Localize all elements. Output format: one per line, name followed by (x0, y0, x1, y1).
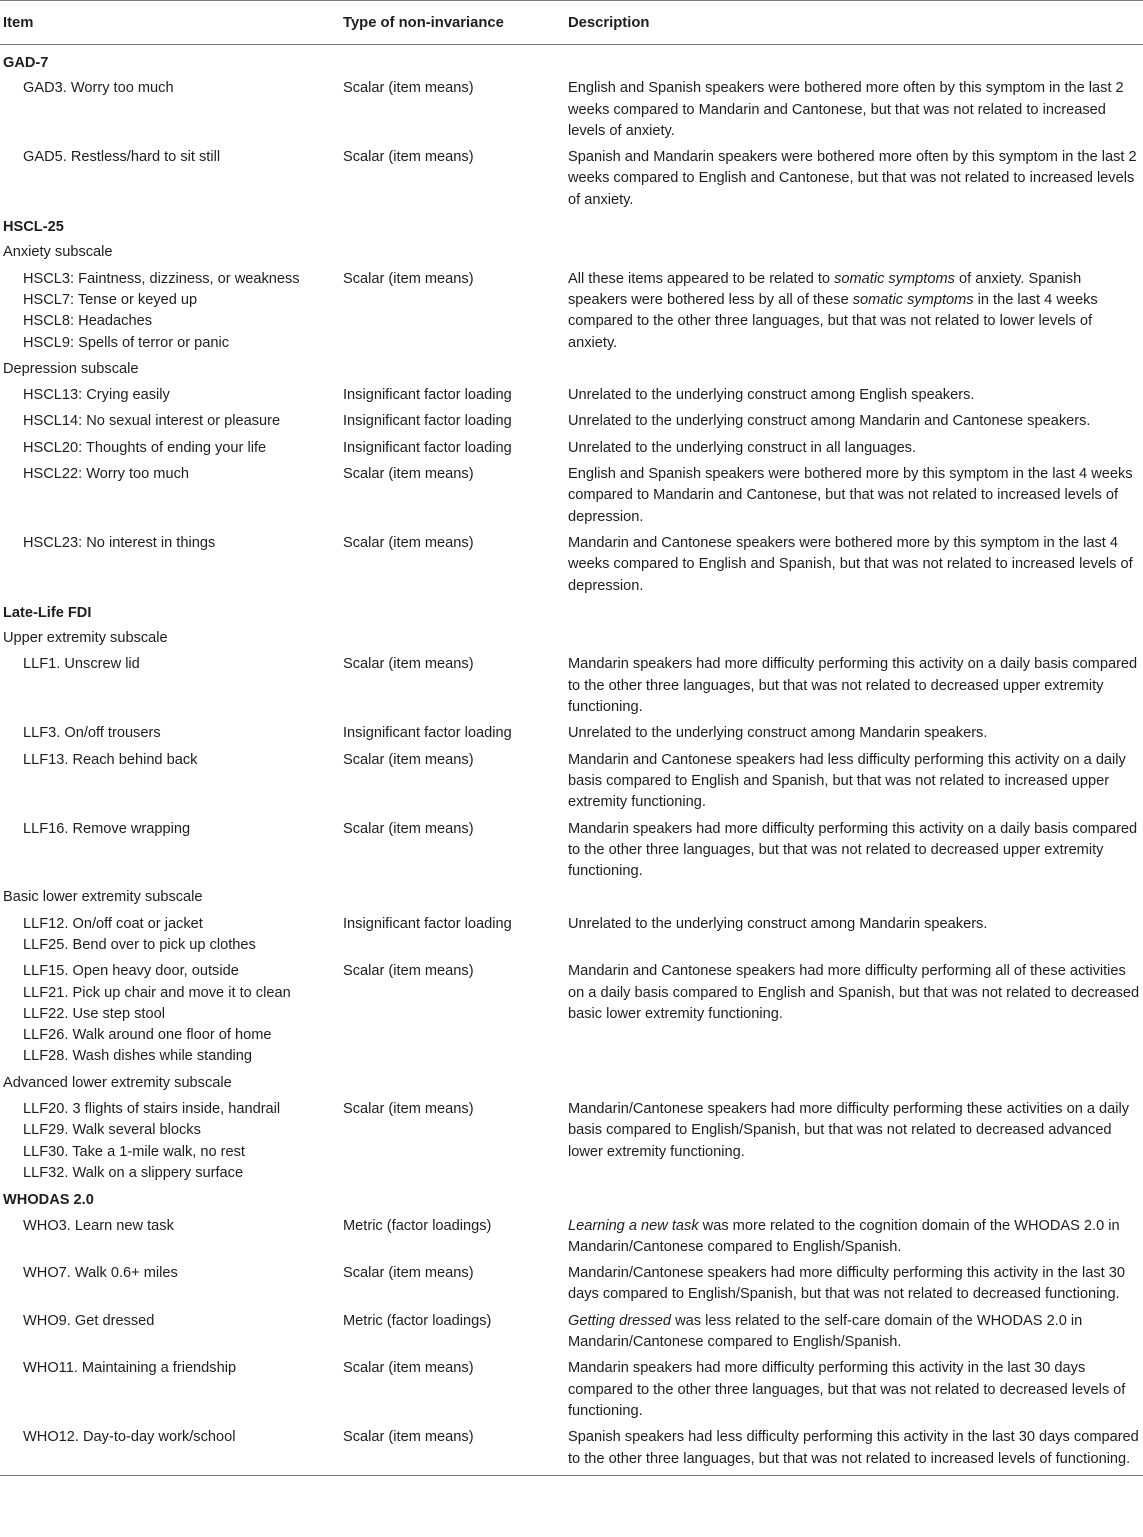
desc-emphasis: Learning a new task (568, 1217, 699, 1234)
item-line: LLF12. On/off coat or jacket (23, 915, 203, 932)
item-line: LLF15. Open heavy door, outside (23, 963, 239, 980)
description-cell: Spanish speakers had less difficulty performing this activity in the last 30 days compared to the other three languages, but that was not related to increased levels of functioning. (565, 1425, 1143, 1475)
item-cell: LLF1. Unscrew lid (23, 656, 140, 673)
description-cell: Mandarin and Cantonese speakers were bothered more by this symptom in the last 4 weeks compared to English and Spanish, but that was not related to increased levels of depression. (568, 534, 1133, 594)
type-cell: Scalar (item means) (343, 270, 474, 287)
type-cell: Metric (factor loadings) (343, 1217, 492, 1234)
type-cell: Insignificant factor loading (343, 725, 512, 742)
description-cell: Mandarin/Cantonese speakers had more difficulty performing these activities on a daily basis compared to English/Spanish, but that was not related to decreased advanced lower extremity functioning. (568, 1101, 1130, 1160)
header-type: Type of non-invariance (340, 1, 565, 45)
item-cell: WHO9. Get dressed (23, 1312, 155, 1329)
desc-emphasis: Getting dressed (568, 1312, 672, 1329)
description-cell: Unrelated to the underlying construct among Mandarin speakers. (568, 915, 988, 932)
section-whodas (0, 1187, 1143, 1213)
description-cell: Mandarin speakers had more difficulty performing this activity on a daily basis compared to the other three languages, but that was not related to decreased upper extremity functioning. (568, 656, 1138, 716)
section-gad7 (0, 45, 1143, 77)
item-cell: HSCL22: Worry too much (23, 466, 189, 483)
subscale-advanced-lower-extremity (0, 1071, 1143, 1097)
item-cell: HSCL23: No interest in things (23, 534, 216, 551)
desc-part: was more related to the cognition domain of the WHODAS 2.0 in Mandarin/Cantonese compared to English/Spanish. (568, 1217, 1120, 1255)
description-cell: Unrelated to the underlying construct in all languages. (568, 439, 917, 456)
type-cell: Scalar (item means) (343, 466, 474, 483)
item-line: LLF26. Walk around one floor of home (23, 1027, 272, 1044)
description-cell: Unrelated to the underlying construct among Mandarin and Cantonese speakers. (568, 413, 1091, 430)
item-line: HSCL9: Spells of terror or panic (23, 334, 230, 351)
item-line: LLF21. Pick up chair and move it to clean (23, 984, 291, 1001)
table-row (0, 1309, 1143, 1357)
item-line: HSCL3: Faintness, dizziness, or weakness (23, 270, 300, 287)
section-hscl25 (0, 214, 1143, 240)
table-row (0, 652, 1143, 721)
subscale-basic-lower-extremity (0, 885, 1143, 911)
subscale-title: Depression subscale (3, 360, 139, 377)
desc-part: was less related to the self-care domain of the WHODAS 2.0 in Mandarin/Cantonese compared to English/Spanish. (568, 1312, 1083, 1351)
table-row (0, 1214, 1143, 1262)
item-cell: WHO11. Maintaining a friendship (23, 1360, 237, 1377)
header-item: Item (0, 1, 340, 45)
item-cell (0, 912, 340, 960)
item-cell: LLF3. On/off trousers (23, 725, 161, 742)
item-cell (0, 267, 340, 357)
description-cell: English and Spanish speakers were bothered more often by this symptom in the last 2 weeks compared to Mandarin and Cantonese, but that was not related to increased levels of anxiety. (568, 80, 1124, 139)
item-cell: WHO3. Learn new task (23, 1217, 174, 1234)
item-line: LLF32. Walk on a slippery surface (23, 1164, 244, 1181)
item-line: LLF30. Take a 1-mile walk, no rest (23, 1143, 245, 1160)
type-cell: Scalar (item means) (343, 963, 474, 980)
item-line: HSCL7: Tense or keyed up (23, 291, 198, 308)
table-row (0, 817, 1143, 886)
subscale-anxiety (0, 240, 1143, 266)
section-title: Late-Life FDI (3, 604, 92, 621)
table-row (0, 462, 1143, 531)
item-line: HSCL8: Headaches (23, 313, 152, 330)
type-cell: Insignificant factor loading (343, 439, 512, 456)
description-cell: Spanish and Mandarin speakers were bothered more often by this symptom in the last 2 weeks compared to English and Cantonese, but that was not related to increased levels of anxiety. (568, 149, 1137, 208)
table-row (0, 748, 1143, 817)
table-row (0, 76, 1143, 145)
section-title: HSCL-25 (3, 219, 64, 236)
type-cell: Metric (factor loadings) (343, 1312, 492, 1329)
section-late-life-fdi (0, 600, 1143, 626)
table-row (0, 1261, 1143, 1309)
type-cell: Insignificant factor loading (343, 915, 512, 932)
item-line: LLF29. Walk several blocks (23, 1122, 201, 1139)
description-cell: Mandarin and Cantonese speakers had more difficulty performing all of these activities on a daily basis compared to English and Spanish, but that was not related to decreased basic lower extremity functioning. (568, 963, 1140, 1022)
description-cell: Mandarin/Cantonese speakers had more difficulty performing this activity in the last 30 days compared to English/Spanish, but that was not related to decreased functioning. (568, 1265, 1126, 1303)
table-row (0, 1425, 1143, 1475)
item-line: LLF25. Bend over to pick up clothes (23, 936, 256, 953)
subscale-title: Advanced lower extremity subscale (3, 1074, 232, 1091)
item-cell: LLF16. Remove wrapping (23, 820, 191, 837)
header-row (0, 1, 1143, 45)
type-cell: Scalar (item means) (343, 149, 474, 166)
section-title: GAD-7 (3, 55, 49, 71)
header-description: Description (565, 1, 1143, 45)
item-cell (0, 1097, 340, 1187)
item-cell: WHO12. Day-to-day work/school (0, 1425, 340, 1475)
type-cell: Scalar (item means) (343, 751, 474, 768)
type-cell: Scalar (item means) (340, 1425, 565, 1475)
item-line: LLF20. 3 flights of stairs inside, handrail (23, 1101, 281, 1118)
type-cell: Scalar (item means) (343, 1265, 474, 1282)
item-cell: HSCL14: No sexual interest or pleasure (23, 413, 281, 430)
subscale-title: Upper extremity subscale (3, 630, 168, 647)
table-row (0, 1097, 1143, 1187)
description-cell: Mandarin and Cantonese speakers had less difficulty performing this activity on a daily basis compared to English and Spanish, but that was not related to increased upper extremity functioning. (568, 751, 1126, 811)
item-cell: HSCL20: Thoughts of ending your life (23, 439, 267, 456)
type-cell: Scalar (item means) (343, 656, 474, 673)
type-cell: Scalar (item means) (343, 1360, 474, 1377)
subscale-upper-extremity (0, 626, 1143, 652)
type-cell: Insignificant factor loading (343, 413, 512, 430)
subscale-depression (0, 357, 1143, 383)
item-cell (0, 959, 340, 1070)
desc-emphasis: somatic symptoms (834, 270, 955, 287)
table-row (0, 912, 1143, 960)
desc-part: of anxiety. Spanish speakers were bothered less by all of these (568, 270, 1082, 308)
table-row (0, 959, 1143, 1070)
item-cell: GAD5. Restless/hard to sit still (23, 149, 221, 166)
type-cell: Scalar (item means) (343, 534, 474, 551)
description-cell: Mandarin speakers had more difficulty performing this activity in the last 30 days compared to the other three languages, but that was not related to decreased levels of functioning. (568, 1360, 1126, 1419)
item-line: LLF28. Wash dishes while standing (23, 1048, 253, 1065)
desc-part: in the last 4 weeks compared to the other three languages, but that was not related to lower levels of anxiety. (568, 291, 1098, 351)
type-cell: Insignificant factor loading (343, 387, 512, 404)
table-row (0, 145, 1143, 214)
type-cell: Scalar (item means) (343, 80, 474, 97)
description-cell (565, 1309, 1143, 1357)
section-title: WHODAS 2.0 (3, 1192, 94, 1209)
item-cell: GAD3. Worry too much (23, 80, 174, 97)
subscale-title: Anxiety subscale (3, 244, 113, 261)
desc-part: All these items appeared to be related to (568, 270, 835, 287)
item-line: LLF22. Use step stool (23, 1005, 165, 1022)
description-cell (565, 1214, 1143, 1262)
description-cell (565, 267, 1143, 357)
description-cell: Mandarin speakers had more difficulty performing this activity on a daily basis compared to the other three languages, but that was not related to decreased upper extremity functioning. (568, 820, 1138, 880)
table-row (0, 409, 1143, 435)
description-cell: Unrelated to the underlying construct among Mandarin speakers. (568, 725, 988, 742)
desc-emphasis: somatic symptoms (852, 291, 974, 308)
table-row (0, 267, 1143, 357)
item-cell: LLF13. Reach behind back (23, 751, 198, 768)
item-cell: HSCL13: Crying easily (23, 387, 170, 404)
description-cell: Unrelated to the underlying construct among English speakers. (568, 387, 975, 404)
item-cell: WHO7. Walk 0.6+ miles (23, 1265, 178, 1282)
table-row (0, 383, 1143, 409)
table-row (0, 721, 1143, 747)
table-row (0, 436, 1143, 462)
subscale-title: Basic lower extremity subscale (3, 889, 203, 906)
description-cell: English and Spanish speakers were bothered more by this symptom in the last 4 weeks compared to Mandarin and Cantonese, but that was not related to increased levels of depression. (568, 466, 1133, 525)
table-row (0, 1356, 1143, 1425)
type-cell: Scalar (item means) (343, 820, 474, 837)
type-cell: Scalar (item means) (343, 1101, 474, 1118)
table-row (0, 531, 1143, 600)
